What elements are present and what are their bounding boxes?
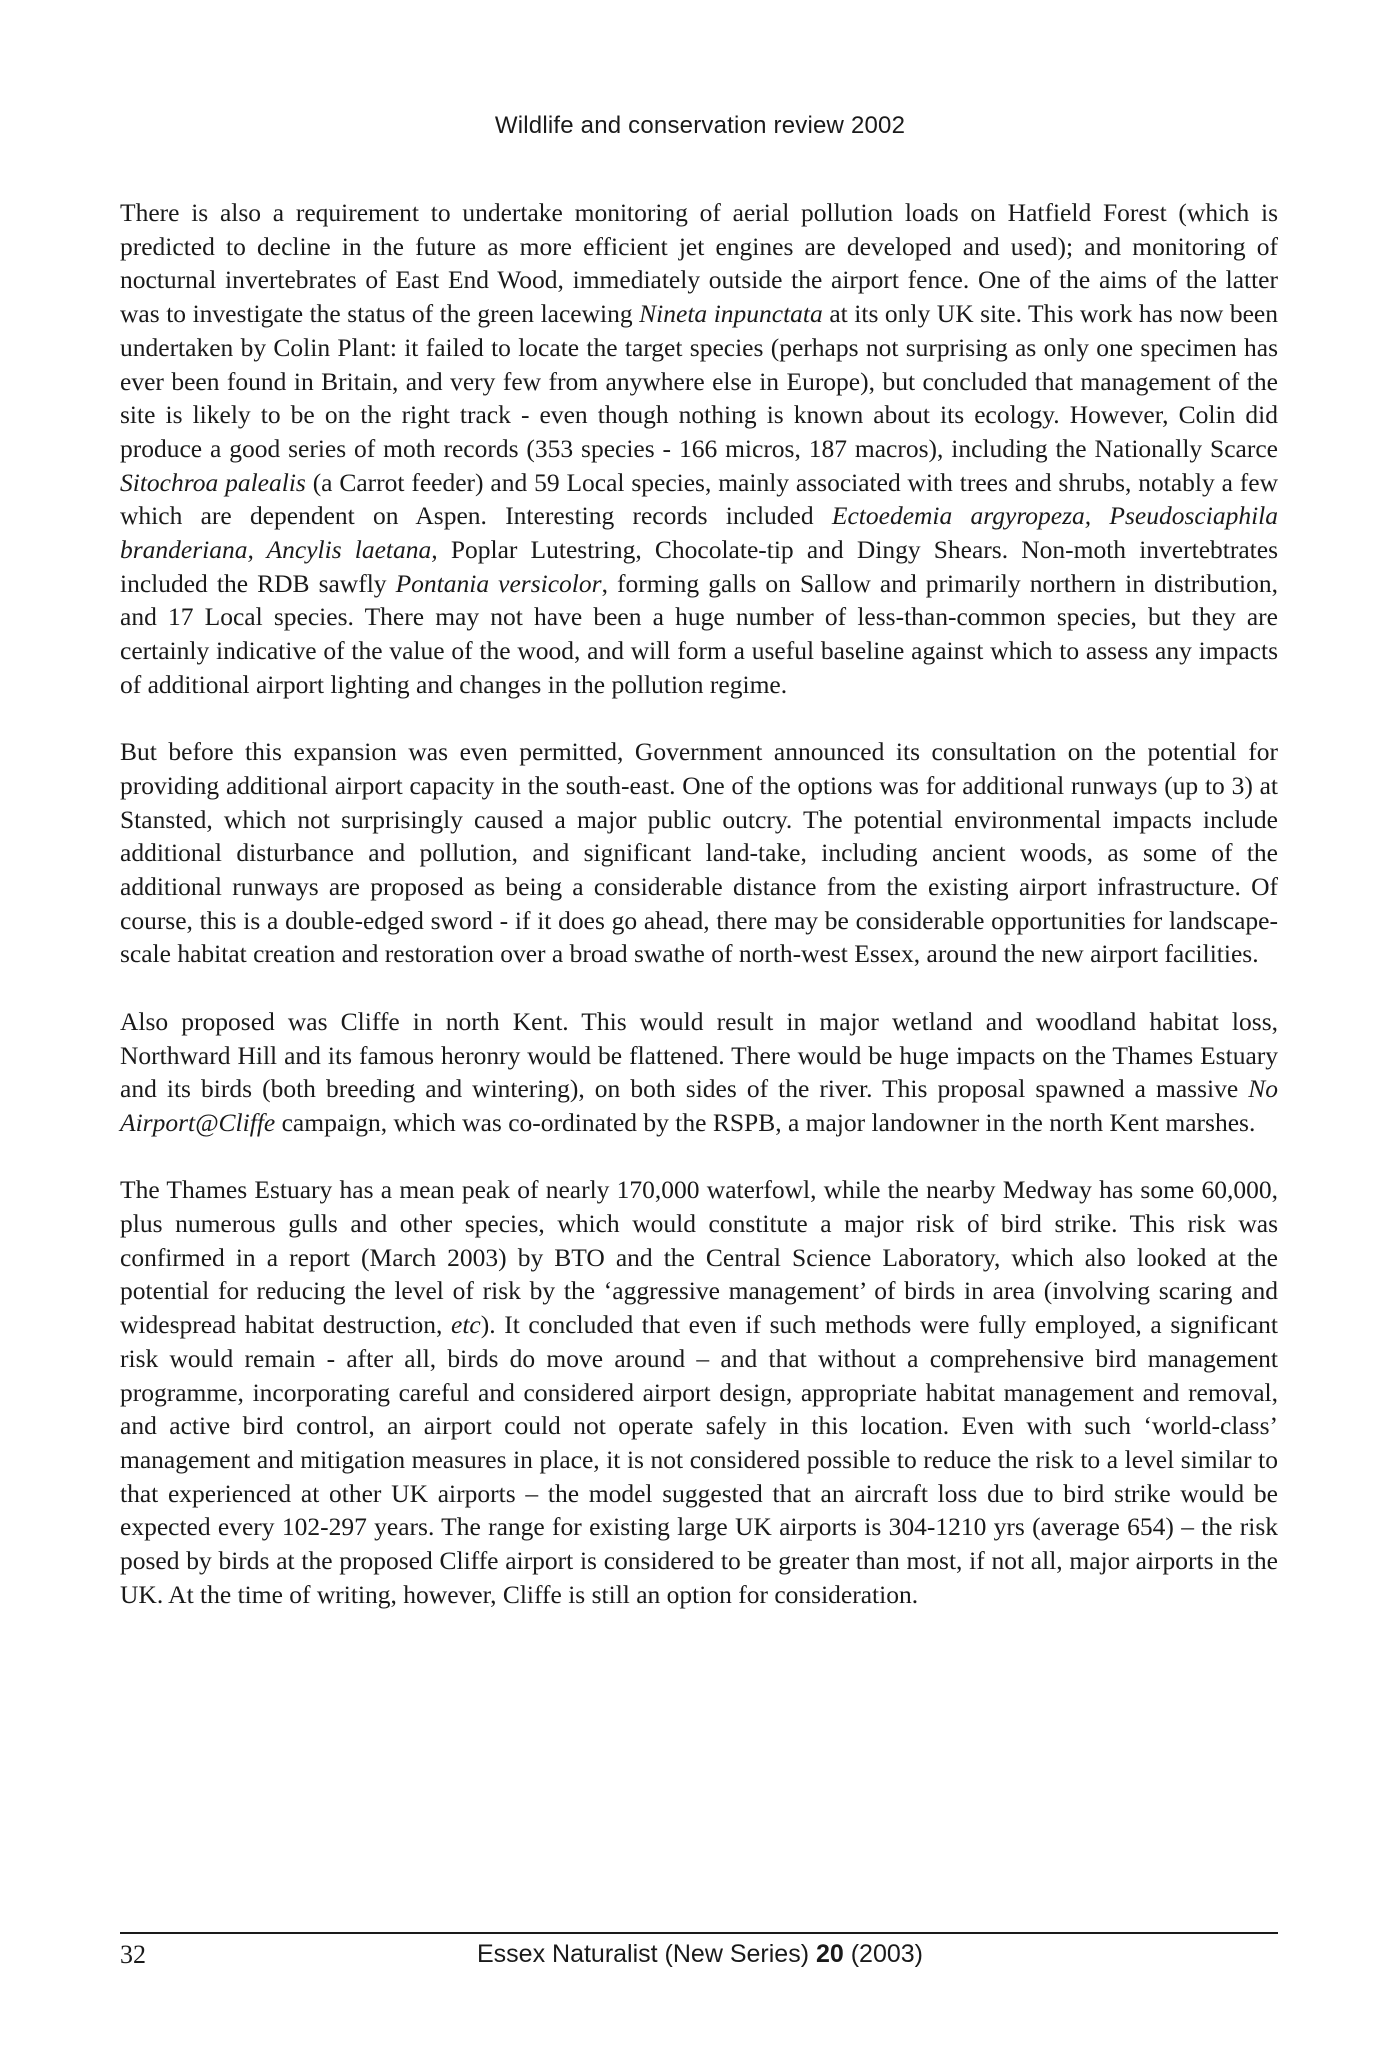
text-run: (a Carrot feeder) and 59 Local species, mainly associated with trees and shrubs, notably a few which are dependent on Aspen. Interesting records included	[120, 467, 1278, 531]
journal-year: (2003)	[850, 1940, 923, 1968]
text-run: Also proposed was Cliffe in north Kent. This would result in major wetland and woodland habitat loss, Northward Hill and its famous heronry would be flattened. There would be huge impacts on the Thames Estuary and its birds (both breeding and wintering), on both sides of the river. This proposal spawned a massive	[120, 1006, 1278, 1104]
footer-divider	[120, 1932, 1278, 1934]
text-run: , forming galls on Sallow and primarily northern in distribution, and 17 Local species. There may not have been a huge number of less-than-common species, but they are certainly indicative of the value of the wood, and will form a useful baseline against which to assess any impacts of additional airport lighting and changes in the pollution regime.	[120, 568, 1279, 699]
italic-term: Sitochroa palealis	[120, 467, 306, 497]
paragraph-stansted-expansion	[120, 735, 1278, 971]
text-run: ). It concluded that even if such methods were fully employed, a significant risk would remain - after all, birds do move around – and that without a comprehensive bird management programme, incorporating careful and considered airport design, appropriate habitat management and removal, and active bird control, an airport could not operate safely in this location. Even with such ‘world-class’ management and mitigation measures in place, it is not considered possible to reduce the risk to a level similar to that experienced at other UK airports – the model suggested that an aircraft loss due to bird strike would be expected every 102-297 years. The range for existing large UK airports is 304-1210 yrs (average 654) – the risk posed by birds at the proposed Cliffe airport is considered to be greater than most, if not all, major airports in the UK. At the time of writing, however, Cliffe is still an option for consideration.	[120, 1310, 1278, 1609]
article-body	[120, 196, 1278, 1611]
text-run: There is also a requirement to undertake monitoring of aerial pollution loads on Hatfield Forest (which is predicted to decline in the future as more efficient jet engines are developed and used); and monitoring of nocturnal invertebrates of East End Wood, immediately outside the airport fence. One of the aims of the latter was to investigate the status of the green lacewing	[120, 198, 1278, 329]
italic-term: Pontania versicolor	[395, 568, 602, 598]
italic-term: etc	[451, 1310, 481, 1340]
text-run: But before this expansion was even permitted, Government announced its consultation on the potential for providing additional airport capacity in the south-east. One of the options was for additional runways (up to 3) at Stansted, which not surprisingly caused a major public outcry. The potential environmental impacts include additional disturbance and pollution, and significant land-take, including ancient woods, as some of the additional runways are proposed as being a considerable distance from the existing airport infrastructure. Of course, this is a double-edged sword - if it does go ahead, there may be considerable opportunities for landscape-scale habitat creation and restoration over a broad swathe of north-west Essex, around the new airport facilities.	[120, 737, 1278, 969]
paragraph-monitoring	[120, 196, 1278, 702]
text-run: at its only UK site. This work has now been undertaken by Colin Plant: it failed to locate the target species (perhaps not surprising as only one specimen has ever been found in Britain, and very few from anywhere else in Europe), but concluded that management of the site is likely to be on the right track - even though nothing is known about its ecology. However, Colin did produce a good series of moth records (353 species - 166 micros, 187 macros), including the Nationally Scarce	[120, 299, 1278, 463]
running-header: Wildlife and conservation review 2002	[494, 112, 906, 139]
text-run: campaign, which was co-ordinated by the RSPB, a major landowner in the north Kent marshes.	[275, 1107, 1256, 1137]
page-number: 32	[120, 1940, 146, 1969]
text-run: Poplar Lutestring, Chocolate-tip and Dingy Shears. Non-moth invertebtrates included the RDB sawfly	[120, 535, 1278, 598]
italic-term: No Airport@Cliffe	[120, 1074, 1278, 1137]
text-run: The Thames Estuary has a mean peak of nearly 170,000 waterfowl, while the nearby Medway has some 60,000, plus numerous gulls and other species, which would constitute a major risk of bird strike. This risk was confirmed in a report (March 2003) by BTO and the Central Science Laboratory, which also looked at the potential for reducing the level of risk by the ‘aggressive management’ of birds in area (involving scaring and widespread habitat destruction,	[120, 1175, 1278, 1340]
paragraph-bird-strike-risk	[120, 1173, 1278, 1611]
journal-citation	[0, 1940, 1400, 1969]
italic-term: Ectoedemia argyropeza, Pseudosciaphila branderiana, Ancylis laetana,	[120, 501, 1278, 565]
journal-volume: 20	[815, 1940, 844, 1968]
journal-name: Essex Naturalist (New Series)	[476, 1940, 810, 1968]
italic-term: Nineta inpunctata	[639, 299, 823, 329]
paragraph-cliffe-proposal	[120, 1005, 1278, 1140]
